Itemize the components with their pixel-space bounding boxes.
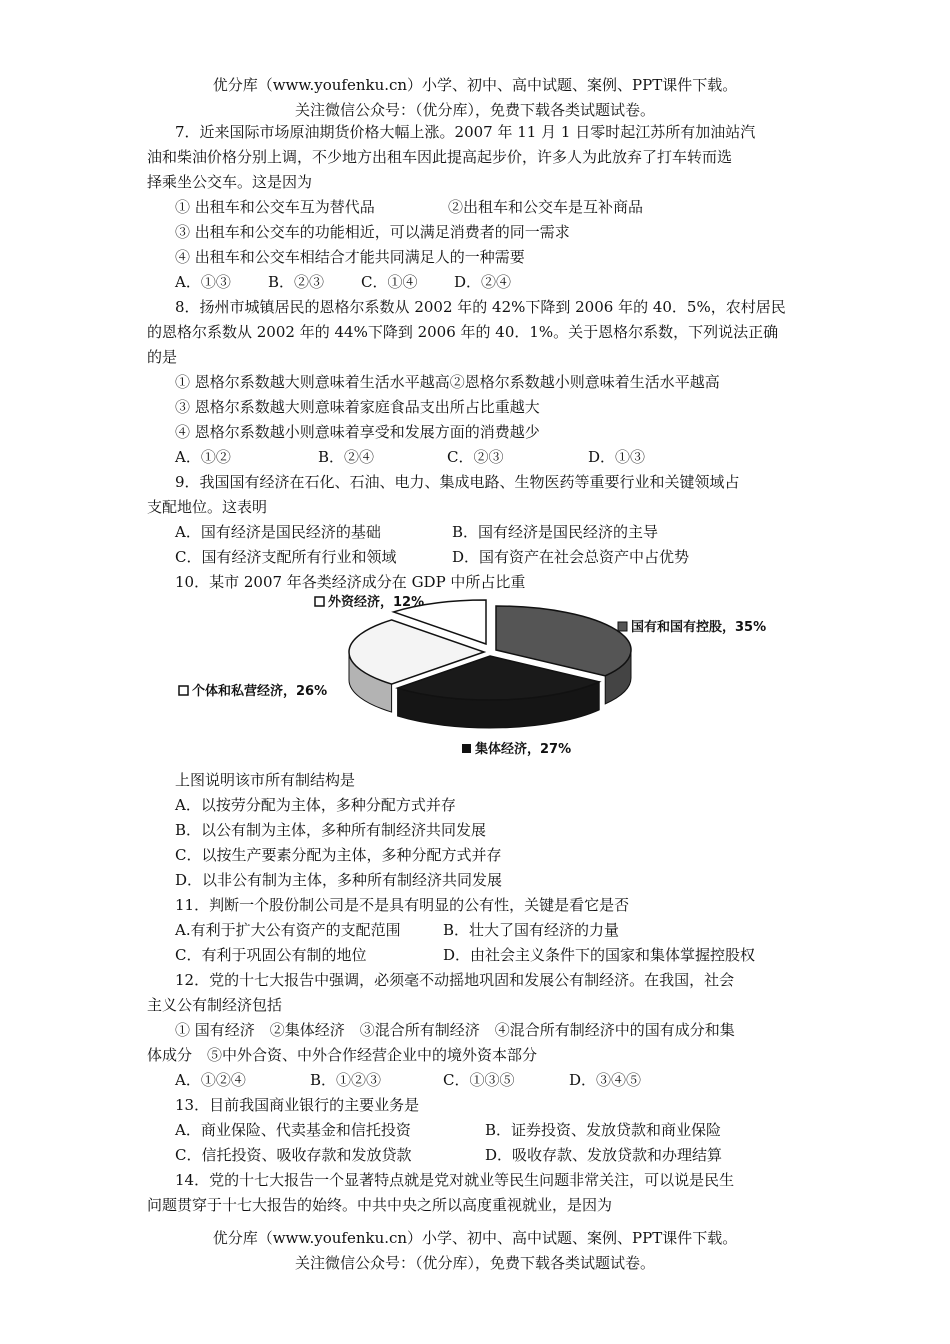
q12-option-d: D．③④⑤ [569,1071,642,1089]
q7-option-c: C．①④ [361,273,418,291]
q10-question: 上图说明该市所有制结构是 [175,771,356,789]
legend-marker-foreign [315,597,324,606]
q8-statement-1: ① 恩格尔系数越大则意味着生活水平越高②恩格尔系数越小则意味着生活水平越高 [175,373,720,391]
pie-chart [175,592,835,762]
q7-option-a: A．①③ [175,273,231,291]
q7-statement-1: ① 出租车和公交车互为替代品 [175,198,375,216]
q7-option-b: B．②③ [268,273,325,291]
q12-statement-2: 体成分 ⑤中外合资、中外合作经营企业中的境外资本部分 [147,1046,538,1064]
footer-line-1: 优分库（www.youfenku.cn）小学、初中、高中试题、案例、PPT课件下载。 [212,1229,738,1247]
q9-line-2: 支配地位。这表明 [147,498,268,516]
q14-line-1: 14．党的十七大报告一个显著特点就是党对就业等民生问题非常关注，可以说是民生 [175,1171,735,1189]
q7-line-3: 择乘坐公交车。这是因为 [147,173,313,191]
q8-line-1: 8．扬州市城镇居民的恩格尔系数从 2002 年的 42%下降到 2006 年的 40．5%，农村居民 [175,298,786,316]
label-state: 国有和国有控股，35% [631,620,767,635]
q13-option-c: C．信托投资、吸收存款和发放贷款 [175,1146,412,1164]
q10-line-1: 10．某市 2007 年各类经济成分在 GDP 中所占比重 [175,573,526,591]
q10-option-d: D．以非公有制为主体，多种所有制经济共同发展 [175,871,503,889]
q7-line-1: 7．近来国际市场原油期货价格大幅上涨。2007 年 11 月 1 日零时起江苏所有加油站汽 [175,123,756,141]
q13-option-b: B．证券投资、发放贷款和商业保险 [485,1121,722,1139]
q7-statement-4: ④ 出租车和公交车相结合才能共同满足人的一种需要 [175,248,525,266]
q7-statement-2: ②出租车和公交车是互补商品 [448,198,644,216]
q8-option-c: C．②③ [447,448,504,466]
q8-line-3: 的是 [147,348,178,366]
q11-line-1: 11．判断一个股份制公司是不是具有明显的公有性，关键是看它是否 [175,896,630,914]
q13-line-1: 13．目前我国商业银行的主要业务是 [175,1096,420,1114]
legend-marker-private [179,686,188,695]
label-foreign: 外资经济，12% [328,595,425,610]
q9-line-1: 9．我国国有经济在石化、石油、电力、集成电路、生物医药等重要行业和关键领域占 [175,473,740,491]
q10-option-b: B．以公有制为主体，多种所有制经济共同发展 [175,821,487,839]
header-line-2: 关注微信公众号：（优分库），免费下载各类试题试卷。 [294,101,655,119]
q7-statement-3: ③ 出租车和公交车的功能相近，可以满足消费者的同一需求 [175,223,570,241]
q10-option-c: C．以按生产要素分配为主体，多种分配方式并存 [175,846,502,864]
q9-option-c: C．国有经济支配所有行业和领域 [175,548,397,566]
q12-option-b: B．①②③ [310,1071,382,1089]
q8-option-b: B．②④ [318,448,375,466]
q12-statement-1: ① 国有经济 ②集体经济 ③混合所有制经济 ④混合所有制经济中的国有成分和集 [175,1021,735,1039]
legend-marker-collective [462,744,471,753]
q8-line-2: 的恩格尔系数从 2002 年的 44%下降到 2006 年的 40．1%。关于恩格尔系数，下列说法正确 [147,323,779,341]
q9-option-b: B．国有经济是国民经济的主导 [452,523,659,541]
q8-option-a: A．①② [175,448,231,466]
footer-line-2: 关注微信公众号：（优分库），免费下载各类试题试卷。 [294,1254,655,1272]
q8-option-d: D．①③ [588,448,646,466]
q8-statement-4: ④ 恩格尔系数越小则意味着享受和发展方面的消费越少 [175,423,540,441]
q12-option-a: A．①②④ [175,1071,246,1089]
q12-line-1: 12．党的十七大报告中强调，必须毫不动摇地巩固和发展公有制经济。在我国，社会 [175,971,735,989]
q11-option-d: D．由社会主义条件下的国家和集体掌握控股权 [443,946,756,964]
q11-option-b: B．壮大了国有经济的力量 [443,921,620,939]
q14-line-2: 问题贯穿于十七大报告的始终。中共中央之所以高度重视就业，是因为 [147,1196,613,1214]
q11-option-a: A.有利于扩大公有资产的支配范围 [175,921,401,939]
header-line-1: 优分库（www.youfenku.cn）小学、初中、高中试题、案例、PPT课件下载。 [212,76,738,94]
q12-line-2: 主义公有制经济包括 [147,996,283,1014]
q9-option-d: D．国有资产在社会总资产中占优势 [452,548,690,566]
q7-line-2: 油和柴油价格分别上调，不少地方出租车因此提高起步价，许多人为此放弃了打车转而选 [147,148,733,166]
q9-option-a: A．国有经济是国民经济的基础 [175,523,381,541]
q8-statement-3: ③ 恩格尔系数越大则意味着家庭食品支出所占比重越大 [175,398,540,416]
label-collective: 集体经济，27% [475,742,572,757]
q11-option-c: C．有利于巩固公有制的地位 [175,946,367,964]
q7-option-d: D．②④ [454,273,512,291]
q13-option-a: A．商业保险、代卖基金和信托投资 [175,1121,411,1139]
legend-marker-state [618,622,627,631]
q10-option-a: A．以按劳分配为主体，多种分配方式并存 [175,796,456,814]
q12-option-c: C．①③⑤ [443,1071,515,1089]
q13-option-d: D．吸收存款、发放贷款和办理结算 [485,1146,723,1164]
label-private: 个体和私营经济，26% [192,684,328,699]
